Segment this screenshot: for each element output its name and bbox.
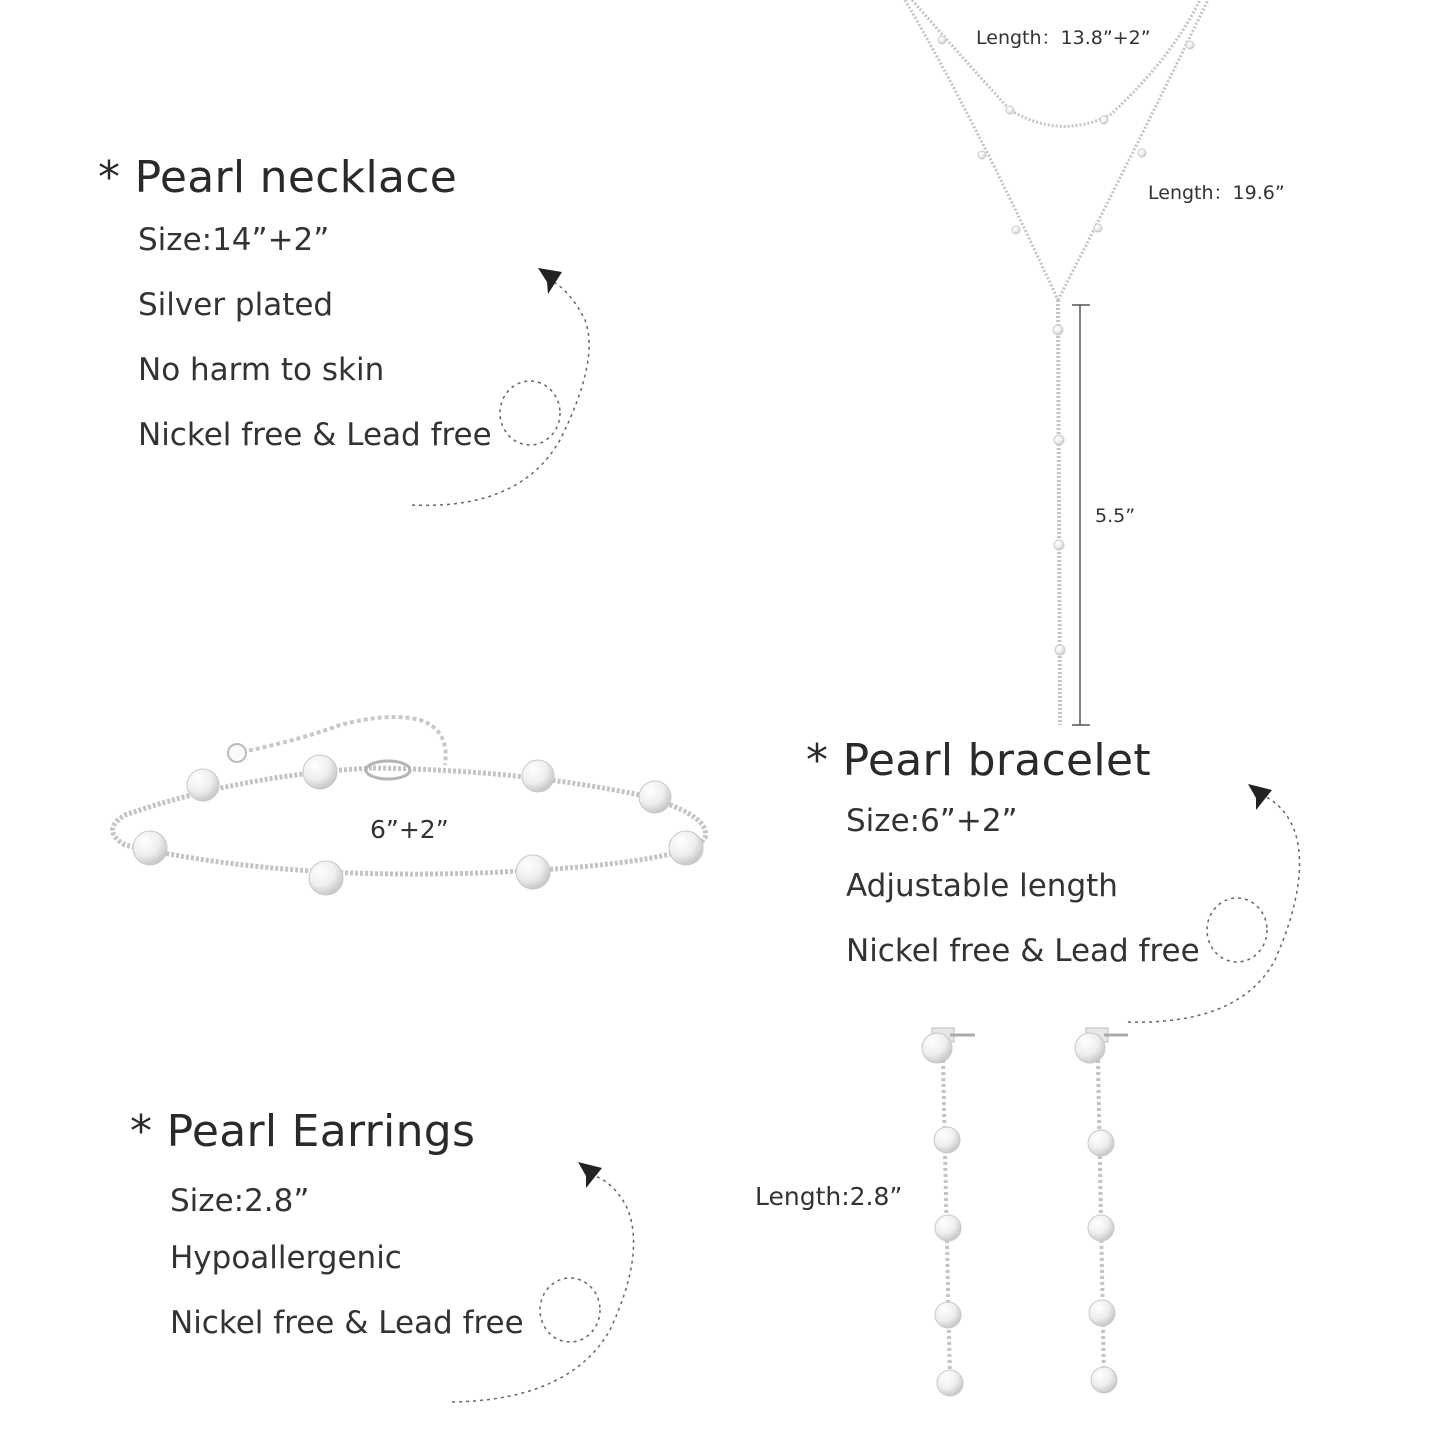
- earring-left: [922, 1028, 975, 1396]
- bracelet-extender: [242, 717, 446, 765]
- bracelet-title: * Pearl bracelet: [806, 735, 1151, 786]
- dashed-arrow-earrings: [452, 1175, 634, 1402]
- necklace-pearls: [938, 36, 1194, 655]
- necklace-drop-label: 5.5”: [1095, 505, 1136, 527]
- necklace-spec-nickel: Nickel free & Lead free: [138, 417, 492, 453]
- dashed-arrow-necklace: [412, 280, 589, 505]
- earrings-spec-hypoallergenic: Hypoallergenic: [170, 1240, 402, 1276]
- bracelet-spec-size: Size:6”+2”: [846, 803, 1018, 839]
- arrow-head-icon: [578, 1162, 602, 1188]
- bracelet-illustration: [113, 717, 706, 895]
- necklace-spec-size: Size:14”+2”: [138, 222, 330, 258]
- earrings-spec-nickel: Nickel free & Lead free: [170, 1305, 524, 1341]
- necklace-spec-skin: No harm to skin: [138, 352, 385, 388]
- necklace-drop-dimension: [1072, 305, 1090, 725]
- necklace-drop-chain: [1058, 300, 1060, 725]
- bracelet-size-label: 6”+2”: [370, 815, 449, 844]
- arrow-head-icon: [1248, 784, 1272, 810]
- bracelet-charm: [228, 744, 246, 762]
- earrings-title: * Pearl Earrings: [130, 1106, 476, 1157]
- earring-right: [1075, 1028, 1128, 1393]
- necklace-length-long-label: Length：19.6”: [1148, 182, 1285, 204]
- necklace-spec-plating: Silver plated: [138, 287, 334, 323]
- arrow-head-icon: [538, 268, 562, 294]
- earrings-spec-size: Size:2.8”: [170, 1183, 310, 1219]
- necklace-illustration: [905, 0, 1208, 725]
- necklace-title: * Pearl necklace: [98, 152, 458, 203]
- earrings-illustration: [922, 1028, 1128, 1396]
- necklace-length-short-label: Length：13.8”+2”: [976, 27, 1151, 49]
- bracelet-spec-adjustable: Adjustable length: [846, 868, 1118, 904]
- earrings-length-label: Length:2.8”: [755, 1182, 903, 1211]
- bracelet-spec-nickel: Nickel free & Lead free: [846, 933, 1200, 969]
- dashed-arrow-bracelet: [1128, 795, 1300, 1022]
